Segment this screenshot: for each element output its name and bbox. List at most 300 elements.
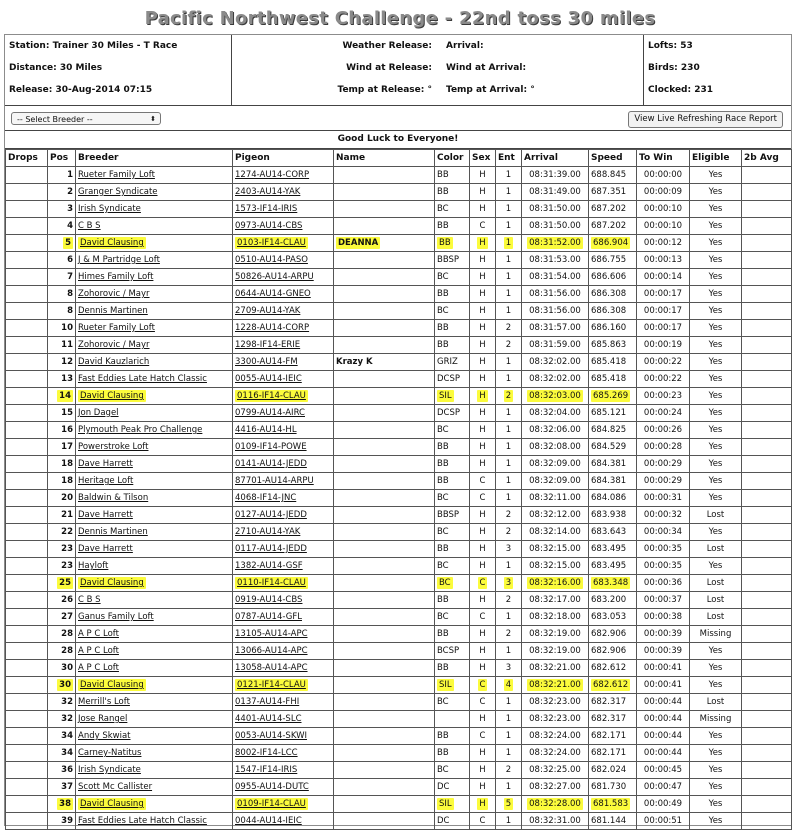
ent-cell [496, 337, 522, 354]
drops-cell [6, 490, 48, 507]
speed-cell [589, 643, 637, 660]
pigeon-link[interactable]: 13105-AU14-APC [235, 629, 308, 639]
to-win-cell: 00:00:10 [643, 221, 683, 231]
sex-cell: H [479, 255, 486, 265]
pigeon-link[interactable]: 0116-IF14-CLAU [237, 391, 306, 401]
breeder-link[interactable]: David Clausing [80, 680, 144, 690]
sex-cell [470, 337, 496, 354]
speed-cell: 682.612 [591, 663, 627, 673]
speed-cell: 681.583 [593, 799, 629, 809]
table-row [6, 762, 792, 779]
to-win-cell: 00:00:45 [643, 765, 683, 775]
table-row [6, 575, 792, 592]
sex-cell [470, 575, 496, 592]
eligible-cell [690, 201, 742, 218]
breeder-cell [76, 745, 233, 762]
arrival-cell [522, 388, 589, 405]
arrival-cell [522, 269, 589, 286]
pigeon-name-cell [334, 626, 435, 643]
breeder-cell [76, 439, 233, 456]
eligible-cell [690, 337, 742, 354]
pigeon-link[interactable]: 0787-AU14-GFL [235, 612, 302, 622]
sex-cell: H [479, 408, 486, 418]
breeder-link[interactable]: Baldwin & Tilson [78, 493, 149, 503]
color-cell: BC [437, 493, 449, 503]
breeder-link[interactable]: Merrill's Loft [78, 697, 130, 707]
pigeon-link[interactable]: 4416-AU14-HL [235, 425, 297, 435]
sex-cell: H [479, 306, 486, 316]
pigeon-link[interactable]: 0141-AU14-JEDD [235, 459, 307, 469]
speed-cell: 683.200 [591, 595, 627, 605]
arrival-cell [522, 524, 589, 541]
ent-cell: 1 [505, 748, 512, 758]
pigeon-name-cell [334, 422, 435, 439]
breeder-cell [76, 252, 233, 269]
arrival-cell [522, 745, 589, 762]
pigeon-link[interactable]: 1274-AU14-CORP [235, 170, 310, 180]
pigeon-link[interactable]: 0137-AU14-FHI [235, 697, 300, 707]
col-sex: Sex [470, 150, 496, 167]
avg-cell [742, 694, 792, 711]
pigeon-link[interactable]: 0127-AU14-JEDD [235, 510, 307, 520]
eligible-cell [690, 184, 742, 201]
speed-cell [589, 728, 637, 745]
station-label: Station: Trainer 30 Miles - T Race [9, 41, 178, 51]
breeder-cell [76, 320, 233, 337]
to-win-cell [637, 473, 690, 490]
col-breeder: Breeder [76, 150, 233, 167]
color-cell: BB [437, 544, 449, 554]
pigeon-link[interactable]: 0117-AU14-JEDD [235, 544, 307, 554]
pigeon-link[interactable]: 4068-IF14-JNC [235, 493, 297, 503]
sex-cell [470, 813, 496, 830]
pigeon-link[interactable]: 2709-AU14-YAK [235, 306, 301, 316]
pigeon-cell [233, 745, 334, 762]
pigeon-cell [233, 354, 334, 371]
drops-cell [6, 813, 48, 830]
sex-cell [470, 507, 496, 524]
pigeon-link[interactable]: 13058-AU14-APC [235, 663, 308, 673]
breeder-link[interactable]: C B S [78, 221, 101, 231]
arrival-cell: 08:32:02.00 [529, 357, 581, 367]
pigeon-link[interactable]: 8002-IF14-LCC [235, 748, 298, 758]
breeder-link[interactable]: David Clausing [80, 578, 144, 588]
pos-cell [48, 490, 76, 507]
color-cell [435, 507, 470, 524]
eligible-cell: Yes [708, 765, 723, 775]
pos-cell [48, 371, 76, 388]
breeder-link[interactable]: Himes Family Loft [78, 272, 154, 282]
pos-cell [48, 677, 76, 694]
to-win-cell: 00:00:14 [643, 272, 683, 282]
eligible-cell [690, 371, 742, 388]
breeder-link[interactable]: Dennis Martinen [78, 527, 148, 537]
pigeon-link[interactable]: 0799-AU14-AIRC [235, 408, 305, 418]
arrival-cell: 08:32:09.00 [529, 459, 581, 469]
pigeon-link[interactable]: 0103-IF14-CLAU [237, 238, 306, 248]
breeder-select[interactable] [11, 112, 161, 125]
speed-cell: 682.171 [591, 748, 627, 758]
color-cell [435, 762, 470, 779]
arrival-cell: 08:32:06.00 [529, 425, 581, 435]
breeder-link[interactable]: Plymouth Peak Pro Challenge [78, 425, 203, 435]
pos-cell [48, 813, 76, 830]
avg-cell [742, 201, 792, 218]
breeder-link[interactable]: David Clausing [80, 391, 144, 401]
to-win-cell: 00:00:22 [643, 374, 683, 384]
speed-cell [589, 269, 637, 286]
pigeon-name-cell [334, 524, 435, 541]
breeder-link[interactable]: A P C Loft [78, 646, 119, 656]
pigeon-link[interactable]: 13066-AU14-APC [235, 646, 308, 656]
sex-cell: H [479, 595, 486, 605]
pigeon-link[interactable]: 50826-AU14-ARPU [235, 272, 314, 282]
page-title: Pacific Northwest Challenge - 22nd toss 30 miles [144, 8, 656, 29]
pigeon-name-cell [334, 643, 435, 660]
eligible-cell: Lost [706, 510, 725, 520]
eligible-cell: Yes [708, 799, 723, 809]
pigeon-name-cell [334, 592, 435, 609]
avg-cell [742, 269, 792, 286]
pigeon-name-cell [334, 558, 435, 575]
breeder-link[interactable]: Heritage Loft [78, 476, 134, 486]
breeder-link[interactable]: J & M Partridge Loft [78, 255, 160, 265]
pigeon-link[interactable]: 4401-AU14-SLC [235, 714, 302, 724]
eligible-cell [690, 320, 742, 337]
pigeon-cell [233, 269, 334, 286]
ent-cell [496, 218, 522, 235]
pigeon-link[interactable]: 0121-IF14-CLAU [237, 680, 306, 690]
color-cell [435, 711, 470, 728]
arrival-cell: 08:32:23.00 [529, 714, 581, 724]
select-arrows-icon: ⬍ [150, 115, 156, 123]
pos-cell: 2 [67, 187, 73, 197]
pigeon-cell [233, 813, 334, 830]
breeder-link[interactable]: Irish Syndicate [78, 204, 141, 214]
pigeon-link[interactable]: 0109-IF14-POWE [235, 442, 307, 452]
to-win-cell [637, 609, 690, 626]
breeder-link[interactable]: Jon Dagel [78, 408, 119, 418]
pigeon-link[interactable]: 1547-IF14-IRIS [235, 765, 298, 775]
pos-cell: 36 [61, 765, 73, 775]
breeder-cell [76, 796, 233, 813]
table-row [6, 388, 792, 405]
eligible-cell: Yes [708, 204, 723, 214]
speed-cell [589, 167, 637, 184]
to-win-cell [637, 422, 690, 439]
eligible-cell: Lost [706, 578, 725, 588]
arrival-cell [522, 439, 589, 456]
color-cell: BC [437, 425, 449, 435]
to-win-cell [637, 235, 690, 252]
pigeon-link[interactable]: 0644-AU14-GNEO [235, 289, 311, 299]
to-win-cell [637, 337, 690, 354]
pos-cell [48, 422, 76, 439]
breeder-cell [76, 337, 233, 354]
to-win-cell [637, 184, 690, 201]
pos-cell: 25 [59, 578, 71, 588]
sex-cell: H [479, 510, 486, 520]
speed-cell: 682.317 [591, 697, 627, 707]
to-win-cell: 00:00:22 [643, 357, 683, 367]
avg-cell [742, 371, 792, 388]
speed-cell: 683.495 [591, 544, 627, 554]
breeder-link[interactable]: Dave Harrett [78, 544, 133, 554]
pigeon-link[interactable]: 0919-AU14-CBS [235, 595, 303, 605]
drops-cell [6, 779, 48, 796]
to-win-cell: 00:00:09 [643, 187, 683, 197]
eligible-cell [690, 507, 742, 524]
pos-cell: 3 [67, 204, 73, 214]
pigeon-link[interactable]: 0055-AU14-IEIC [235, 374, 302, 384]
breeder-cell [76, 388, 233, 405]
breeder-link[interactable]: Hayloft [78, 561, 109, 571]
speed-cell: 684.381 [591, 459, 627, 469]
eligible-cell [690, 388, 742, 405]
color-cell: BB [439, 238, 451, 248]
pigeon-name-cell [334, 813, 435, 830]
color-cell [435, 252, 470, 269]
to-win-cell [637, 728, 690, 745]
breeder-link[interactable]: Jose Rangel [78, 714, 128, 724]
breeder-cell [76, 711, 233, 728]
to-win-cell [637, 167, 690, 184]
pigeon-cell [233, 660, 334, 677]
to-win-cell: 00:00:35 [643, 561, 683, 571]
to-win-cell [637, 694, 690, 711]
sex-cell [470, 252, 496, 269]
table-row [6, 745, 792, 762]
pigeon-name-cell [334, 609, 435, 626]
pigeon-link[interactable]: 87701-AU14-ARPU [235, 476, 314, 486]
table-row [6, 694, 792, 711]
table-row [6, 592, 792, 609]
to-win-cell [637, 303, 690, 320]
pigeon-link[interactable]: 0973-AU14-CBS [235, 221, 303, 231]
pigeon-link[interactable]: 1382-AU14-GSF [235, 561, 303, 571]
breeder-link[interactable]: Fast Eddies Late Hatch Classic [78, 816, 207, 826]
pigeon-link[interactable]: 0044-AU14-IEIC [235, 816, 302, 826]
ent-cell: 2 [505, 595, 512, 605]
eligible-cell: Yes [708, 442, 723, 452]
pos-cell: 26 [61, 595, 73, 605]
pos-cell [48, 337, 76, 354]
ent-cell: 1 [505, 442, 512, 452]
results-table [5, 149, 792, 830]
ent-cell: 1 [505, 289, 512, 299]
pigeon-link[interactable]: 0510-AU14-PASO [235, 255, 308, 265]
speed-cell [589, 558, 637, 575]
breeder-link[interactable]: C B S [78, 595, 101, 605]
eligible-cell [690, 524, 742, 541]
pigeon-link[interactable]: 1298-IF14-ERIE [235, 340, 301, 350]
eligible-cell [690, 456, 742, 473]
arrival-cell [522, 762, 589, 779]
color-cell: BBSP [437, 255, 460, 265]
sex-cell [470, 694, 496, 711]
pigeon-cell [233, 320, 334, 337]
speed-cell [589, 235, 637, 252]
arrival-cell [522, 184, 589, 201]
breeder-link[interactable]: Rueter Family Loft [78, 323, 155, 333]
breeder-link[interactable]: Dave Harrett [78, 459, 133, 469]
pigeon-name-cell [334, 490, 435, 507]
sex-cell: H [479, 442, 486, 452]
pos-cell: 28 [61, 646, 73, 656]
pigeon-link[interactable]: 1228-AU14-CORP [235, 323, 310, 333]
ent-cell: 2 [505, 629, 512, 639]
pos-cell: 17 [61, 442, 73, 452]
pigeon-link[interactable]: 0955-AU14-DUTC [235, 782, 309, 792]
pigeon-cell [233, 337, 334, 354]
breeder-cell [76, 592, 233, 609]
breeder-link[interactable]: Zohorovic / Mayr [78, 289, 150, 299]
pigeon-cell [233, 762, 334, 779]
pigeon-link[interactable]: 1573-IF14-IRIS [235, 204, 298, 214]
breeder-link[interactable]: David Clausing [80, 238, 144, 248]
speed-cell [589, 201, 637, 218]
table-row [6, 337, 792, 354]
ent-cell [496, 745, 522, 762]
avg-cell [742, 320, 792, 337]
avg-cell [742, 337, 792, 354]
pos-cell: 14 [59, 391, 71, 401]
breeder-cell [76, 660, 233, 677]
eligible-cell [690, 609, 742, 626]
drops-cell [6, 456, 48, 473]
breeder-link[interactable]: A P C Loft [78, 629, 119, 639]
arrival-cell [522, 779, 589, 796]
ent-cell [496, 796, 522, 813]
avg-cell [742, 643, 792, 660]
drops-cell [6, 507, 48, 524]
speed-cell: 685.418 [591, 357, 627, 367]
eligible-cell: Yes [708, 408, 723, 418]
color-cell [435, 728, 470, 745]
drops-cell [6, 592, 48, 609]
pigeon-link[interactable]: 2710-AU14-YAK [235, 527, 301, 537]
breeder-cell [76, 286, 233, 303]
sex-cell: H [479, 323, 486, 333]
table-header-row [6, 150, 792, 167]
to-win-cell: 00:00:36 [643, 578, 683, 588]
pos-cell [48, 218, 76, 235]
arrival-cell: 08:32:08.00 [529, 442, 581, 452]
breeder-link[interactable]: Andy Skwiat [78, 731, 131, 741]
breeder-link[interactable]: Dennis Martinen [78, 306, 148, 316]
pigeon-name-cell [334, 218, 435, 235]
pigeon-link[interactable]: 0110-IF14-CLAU [237, 578, 306, 588]
breeder-link[interactable]: David Kauzlarich [78, 357, 150, 367]
color-cell: BC [437, 204, 449, 214]
arrival-cell [522, 796, 589, 813]
breeder-link[interactable]: Scott Mc Callister [78, 782, 153, 792]
race-info-panel [5, 35, 791, 106]
pigeon-link[interactable]: 0109-IF14-CLAU [237, 799, 306, 809]
avg-cell [742, 235, 792, 252]
breeder-link[interactable]: A P C Loft [78, 663, 119, 673]
table-row [6, 660, 792, 677]
color-cell [435, 286, 470, 303]
speed-cell: 683.643 [591, 527, 627, 537]
to-win-cell [637, 439, 690, 456]
ent-cell: 1 [505, 782, 512, 792]
pigeon-link[interactable]: 2403-AU14-YAK [235, 187, 301, 197]
breeder-link[interactable]: Ganus Family Loft [78, 612, 154, 622]
breeder-link[interactable]: Fast Eddies Late Hatch Classic [78, 374, 207, 384]
pigeon-cell [233, 694, 334, 711]
breeder-link[interactable]: David Clausing [80, 799, 144, 809]
speed-cell: 687.351 [591, 187, 627, 197]
arrival-cell: 08:32:28.00 [529, 799, 581, 809]
pigeon-cell [233, 286, 334, 303]
speed-cell: 686.308 [591, 289, 627, 299]
speed-cell: 681.730 [591, 782, 627, 792]
ent-cell: 2 [505, 510, 512, 520]
drops-cell [6, 541, 48, 558]
pigeon-name-cell [334, 354, 435, 371]
to-win-cell: 00:00:29 [643, 476, 683, 486]
color-cell [435, 592, 470, 609]
pigeon-link[interactable]: 0053-AU14-SKWI [235, 731, 308, 741]
speed-cell [589, 422, 637, 439]
to-win-cell [637, 524, 690, 541]
sex-cell: H [479, 425, 486, 435]
sex-cell: C [479, 731, 486, 741]
drops-cell [6, 626, 48, 643]
sex-cell [470, 711, 496, 728]
color-cell: BC [437, 697, 449, 707]
speed-cell [589, 337, 637, 354]
breeder-link[interactable]: Irish Syndicate [78, 765, 141, 775]
to-win-cell: 00:00:44 [643, 731, 683, 741]
breeder-link[interactable]: Zohorovic / Mayr [78, 340, 150, 350]
speed-cell: 682.906 [591, 646, 627, 656]
breeder-link[interactable]: Granger Syndicate [78, 187, 158, 197]
clocked-count: Clocked: 231 [648, 85, 714, 95]
color-cell [435, 184, 470, 201]
breeder-link[interactable]: Rueter Family Loft [78, 170, 155, 180]
table-row [6, 490, 792, 507]
breeder-link[interactable]: Powerstroke Loft [78, 442, 149, 452]
avg-cell [742, 473, 792, 490]
to-win-cell: 00:00:17 [643, 289, 683, 299]
to-win-cell [637, 575, 690, 592]
arrival-cell: 08:31:53.00 [529, 255, 581, 265]
table-row [6, 813, 792, 830]
to-win-cell [637, 660, 690, 677]
to-win-cell: 00:00:41 [643, 663, 683, 673]
arrival-cell: 08:32:12.00 [529, 510, 581, 520]
sex-cell: H [479, 748, 486, 758]
sex-cell: C [479, 578, 486, 588]
eligible-cell: Lost [706, 544, 725, 554]
pigeon-link[interactable]: 3300-AU14-FM [235, 357, 298, 367]
eligible-cell: Yes [708, 374, 723, 384]
breeder-cell [76, 235, 233, 252]
arrival-cell: 08:31:56.00 [529, 306, 581, 316]
breeder-link[interactable]: Dave Harrett [78, 510, 133, 520]
avg-cell [742, 354, 792, 371]
to-win-cell [637, 286, 690, 303]
ent-cell: 3 [505, 544, 512, 554]
drops-cell [6, 184, 48, 201]
col-2b-avg: 2b Avg [742, 150, 792, 167]
breeder-link[interactable]: Carney-Natitus [78, 748, 142, 758]
live-report-button[interactable]: View Live Refreshing Race Report [628, 111, 783, 128]
to-win-cell: 00:00:37 [643, 595, 683, 605]
sex-cell: C [479, 697, 486, 707]
